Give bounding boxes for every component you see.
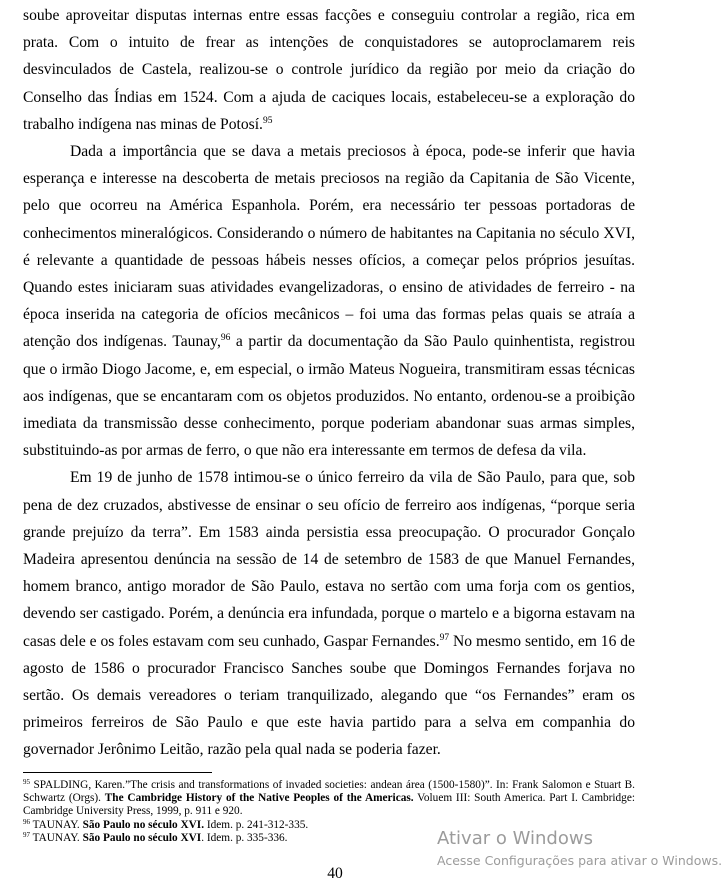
footnote-text: TAUNAY. — [30, 831, 83, 844]
footnote-number: 95 — [23, 778, 30, 786]
footnote-title: São Paulo no século XVI. — [82, 818, 205, 831]
footnote-text: . Idem. p. 335-336. — [201, 831, 288, 844]
footnote-ref: 96 — [220, 333, 231, 344]
windows-activation-watermark — [437, 827, 722, 869]
footnote-ref: 95 — [262, 115, 273, 126]
footnote-text: SPALDING, Karen.”The crisis and transformations of invaded societies: andean área (1500-1580)”. In: Frank Salomon e Stuart B. Schwartz (Orgs). — [23, 779, 635, 805]
paragraph-text: a partir da documentação da São Paulo quinhentista, registrou que o irmão Diogo Jacome, e, em especial, o irmão Mateus Nogueira, transmitiram essas técnicas aos indígenas, que se encantaram com os objetos produzidos. No entanto, ordenou-se a proibição imediata da transmissão desse conhecimento, porque poderiam abandonar suas armas simples, substituindo-as por armas de ferro, o que não era interessante em termos de defesa da vila. — [23, 333, 635, 460]
watermark-title: Ativar o Windows — [437, 828, 593, 849]
paragraph-1 — [23, 2, 635, 138]
footnote-title: The Cambridge History of the Native Peoples of the Americas. — [104, 792, 414, 805]
footnote-95 — [23, 779, 635, 819]
paragraph-text: No mesmo sentido, em 16 de agosto de 1586 o procurador Francisco Sanches soube que Domingos Fernandes forjava no sertão. Os demais vereadores o teriam tranquilizado, alegando que “os Fernandes” eram os primeiros ferreiros de São Paulo e que este havia partido para a selva em companhia do governador Jerônimo Leitão, razão pela qual nada se poderia fazer. — [23, 632, 635, 759]
body-text — [23, 2, 635, 764]
paragraph-text: Em 19 de junho de 1578 intimou-se o único ferreiro da vila de São Paulo, para que, sob pena de dez cruzados, abstivesse de ensinar o seu ofício de ferreiro aos indígenas, “porque seria grande prejuízo da terra”. Em 1583 ainda persistia essa preocupação. O procurador Gonçalo Madeira apresentou denúncia na sessão de 14 de setembro de 1583 de que Manuel Fernandes, homem branco, antigo morador de São Paulo, estava no sertão com uma forja com os gentios, devendo ser castigado. Porém, a denúncia era infundada, porque o martelo e a bigorna estavam na casas dele e os foles estavam com seu cunhado, Gaspar Fernandes. — [23, 469, 635, 650]
page-number: 40 — [327, 865, 343, 882]
paragraph-3 — [23, 464, 635, 763]
paragraph-text: Dada a importância que se dava a metais preciosos à época, pode-se inferir que havia esperança e interesse na descoberta de metais preciosos na região da Capitania de São Vicente, pelo que ocorreu na América Espanhola. Porém, era necessário ter pessoas portadoras de conhecimentos mineralógicos. Considerando o número de habitantes na Capitania no século XVI, é relevante a quantidade de pessoas hábeis nesses ofícios, a começar pelos próprios jesuítas. Quando estes iniciaram suas atividades evangelizadoras, o ensino de atividades de ferreiro - na época inserida na categoria de ofícios mecânicos – foi uma das formas pelas quais se atraía a atenção dos indígenas. Taunay, — [23, 143, 635, 351]
footnote-text: Idem. p. 241-312-335. — [204, 818, 309, 831]
paragraph-2 — [23, 138, 635, 464]
footnote-ref: 97 — [439, 632, 450, 643]
footnote-number: 97 — [23, 830, 30, 839]
footnote-separator — [23, 772, 212, 773]
watermark-subtitle: Acesse Configurações para ativar o Windows. — [437, 853, 722, 868]
footnote-text: Voluem III: South America. Part I. Cambridge: Cambridge University Press, 1999, p. 911 e 920. — [23, 792, 635, 818]
footnote-number: 96 — [23, 817, 30, 826]
paragraph-text: soube aproveitar disputas internas entre essas facções e conseguiu controlar a região, rica em prata. Com o intuito de frear as intenções de conquistadores se autoproclamarem reis desvinculados de Castela, realizou-se o controle jurídico da região por meio da criação do Conselho das Índias em 1524. Com a ajuda de caciques locais, estabeleceu-se a exploração do trabalho indígena nas minas de Potosí. — [23, 7, 635, 133]
footnote-text: TAUNAY. — [30, 818, 83, 831]
footnote-title: São Paulo no século XVI — [82, 831, 202, 844]
